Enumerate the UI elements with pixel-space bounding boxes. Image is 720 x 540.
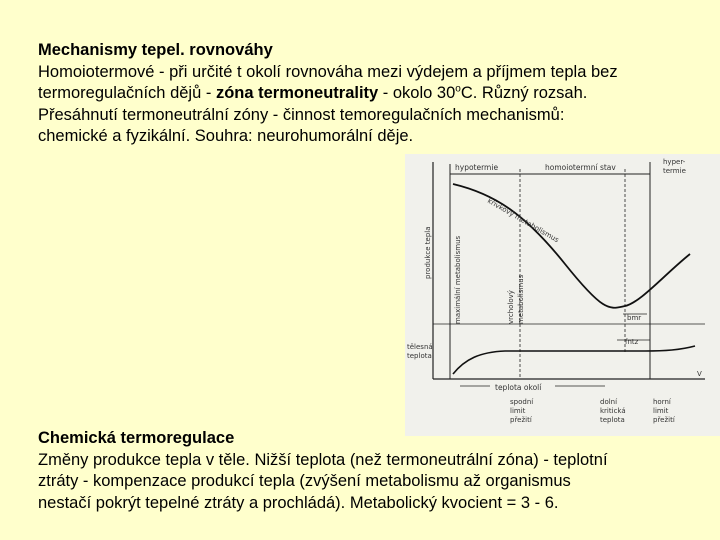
horni-limit-3: přežití (653, 416, 675, 424)
intro-line-2 (38, 83, 708, 105)
axis-y-label: V (697, 370, 702, 378)
intro-line-2-middle: - okolo 30 (378, 84, 456, 102)
intro-title: Mechanismy tepel. rovnováhy (38, 41, 273, 59)
label-produkce-tepla: produkce tepla (424, 226, 432, 279)
label-telesna-1: tělesná (407, 343, 433, 351)
horni-limit-1: horní (653, 398, 671, 406)
label-bmr: bmr (627, 314, 642, 322)
chemical-title: Chemická termoregulace (38, 429, 235, 447)
zone-hypertermie-2: termie (663, 167, 686, 175)
horni-limit-2: limit (653, 407, 669, 415)
spodni-limit-3: přežití (510, 416, 532, 424)
chemical-line-2: ztráty - kompenzace produkcí tepla (zvýšení metabolismu až organismus (38, 472, 571, 490)
diagram-svg (405, 154, 720, 436)
zone-hypotermie: hypotermie (455, 163, 499, 172)
dolni-kriticka-2: kritická (600, 407, 626, 415)
intro-line-4: chemické a fyzikální. Souhra: neurohumorální děje. (38, 127, 414, 145)
dolni-kriticka-1: dolní (600, 398, 618, 406)
intro-line-1: Homoiotermové - při určité t okolí rovnováha mezi výdejem a příjmem tepla bez (38, 62, 618, 81)
curve-label: křivkový metabolismus (486, 196, 561, 245)
spodni-limit-1: spodní (510, 398, 534, 406)
chemical-line-3: nestačí pokrýt tepelné ztráty a prochládá). Metabolický kvocient = 3 - 6. (38, 493, 559, 512)
label-telesna-2: teplota (407, 352, 432, 360)
label-vrcholovy: vrcholový (507, 290, 515, 324)
label-max-metabolismus: maximální metabolismus (454, 235, 462, 324)
intro-section (38, 40, 708, 148)
zone-homoiotermni: homoiotermní stav (545, 163, 616, 172)
intro-line-2-end: C. Různý rozsah. (460, 84, 588, 102)
zone-hypertermie-1: hyper- (663, 158, 686, 166)
thermoregulation-diagram (405, 154, 720, 436)
chemical-line-1: Změny produkce tepla v těle. Nižší teplota (než termoneutrální zóna) - teplotní (38, 450, 608, 469)
intro-line-3: Přesáhnutí termoneutrální zóny - činnost temoregulačních mechanismů: (38, 105, 565, 124)
degree-superscript: o (455, 83, 461, 95)
label-fntz: fntz (625, 338, 639, 346)
dolni-kriticka-3: teplota (600, 416, 625, 424)
termoneutral-zone-term: zóna termoneutrality (215, 84, 379, 102)
label-metabolismus: metabolismus (517, 274, 525, 324)
intro-line-2-start: termoregulačních dějů - (38, 84, 216, 102)
chemical-section (38, 428, 708, 514)
spodni-limit-2: limit (510, 407, 526, 415)
body-temperature-curve (453, 346, 695, 374)
label-teplota-okoli: teplota okolí (495, 383, 542, 392)
